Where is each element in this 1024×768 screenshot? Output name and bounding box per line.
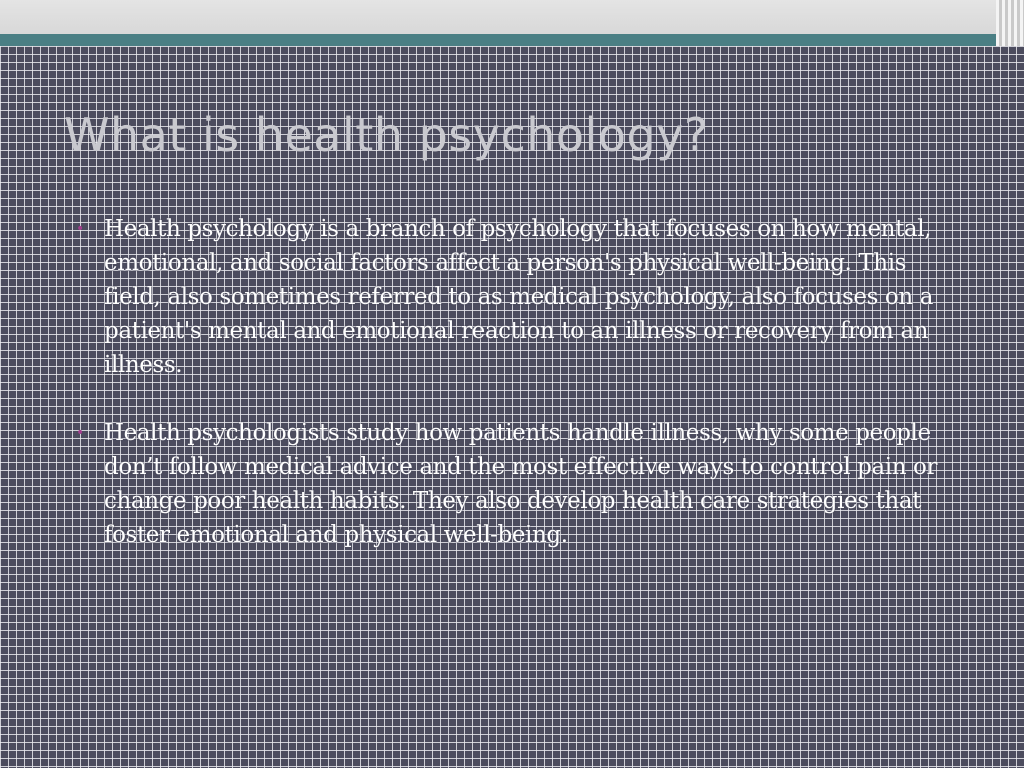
slide-content [76, 212, 956, 586]
slide-title: What is health psychology? [64, 108, 709, 162]
bullet-item [76, 212, 956, 382]
bullet-item [76, 416, 956, 552]
bullet-text: Health psychology is a branch of psychology that focuses on how mental, emotional, and social factors affect a person's physical well-being. This field, also sometimes referred to as medical psychology, also focuses on a patient's mental and emotional reaction to an illness or recovery from an illness. [104, 216, 934, 378]
bullet-text: Health psychologists study how patients handle illness, why some people don’t follow medical advice and the most effective ways to control pain or change poor health habits. They also develop health care strategies that foster emotional and physical well-being. [104, 420, 938, 548]
top-bar [0, 0, 1024, 34]
teal-accent-band [0, 34, 1024, 46]
bullet-icon: • [76, 425, 85, 441]
bullet-icon: • [76, 221, 85, 237]
